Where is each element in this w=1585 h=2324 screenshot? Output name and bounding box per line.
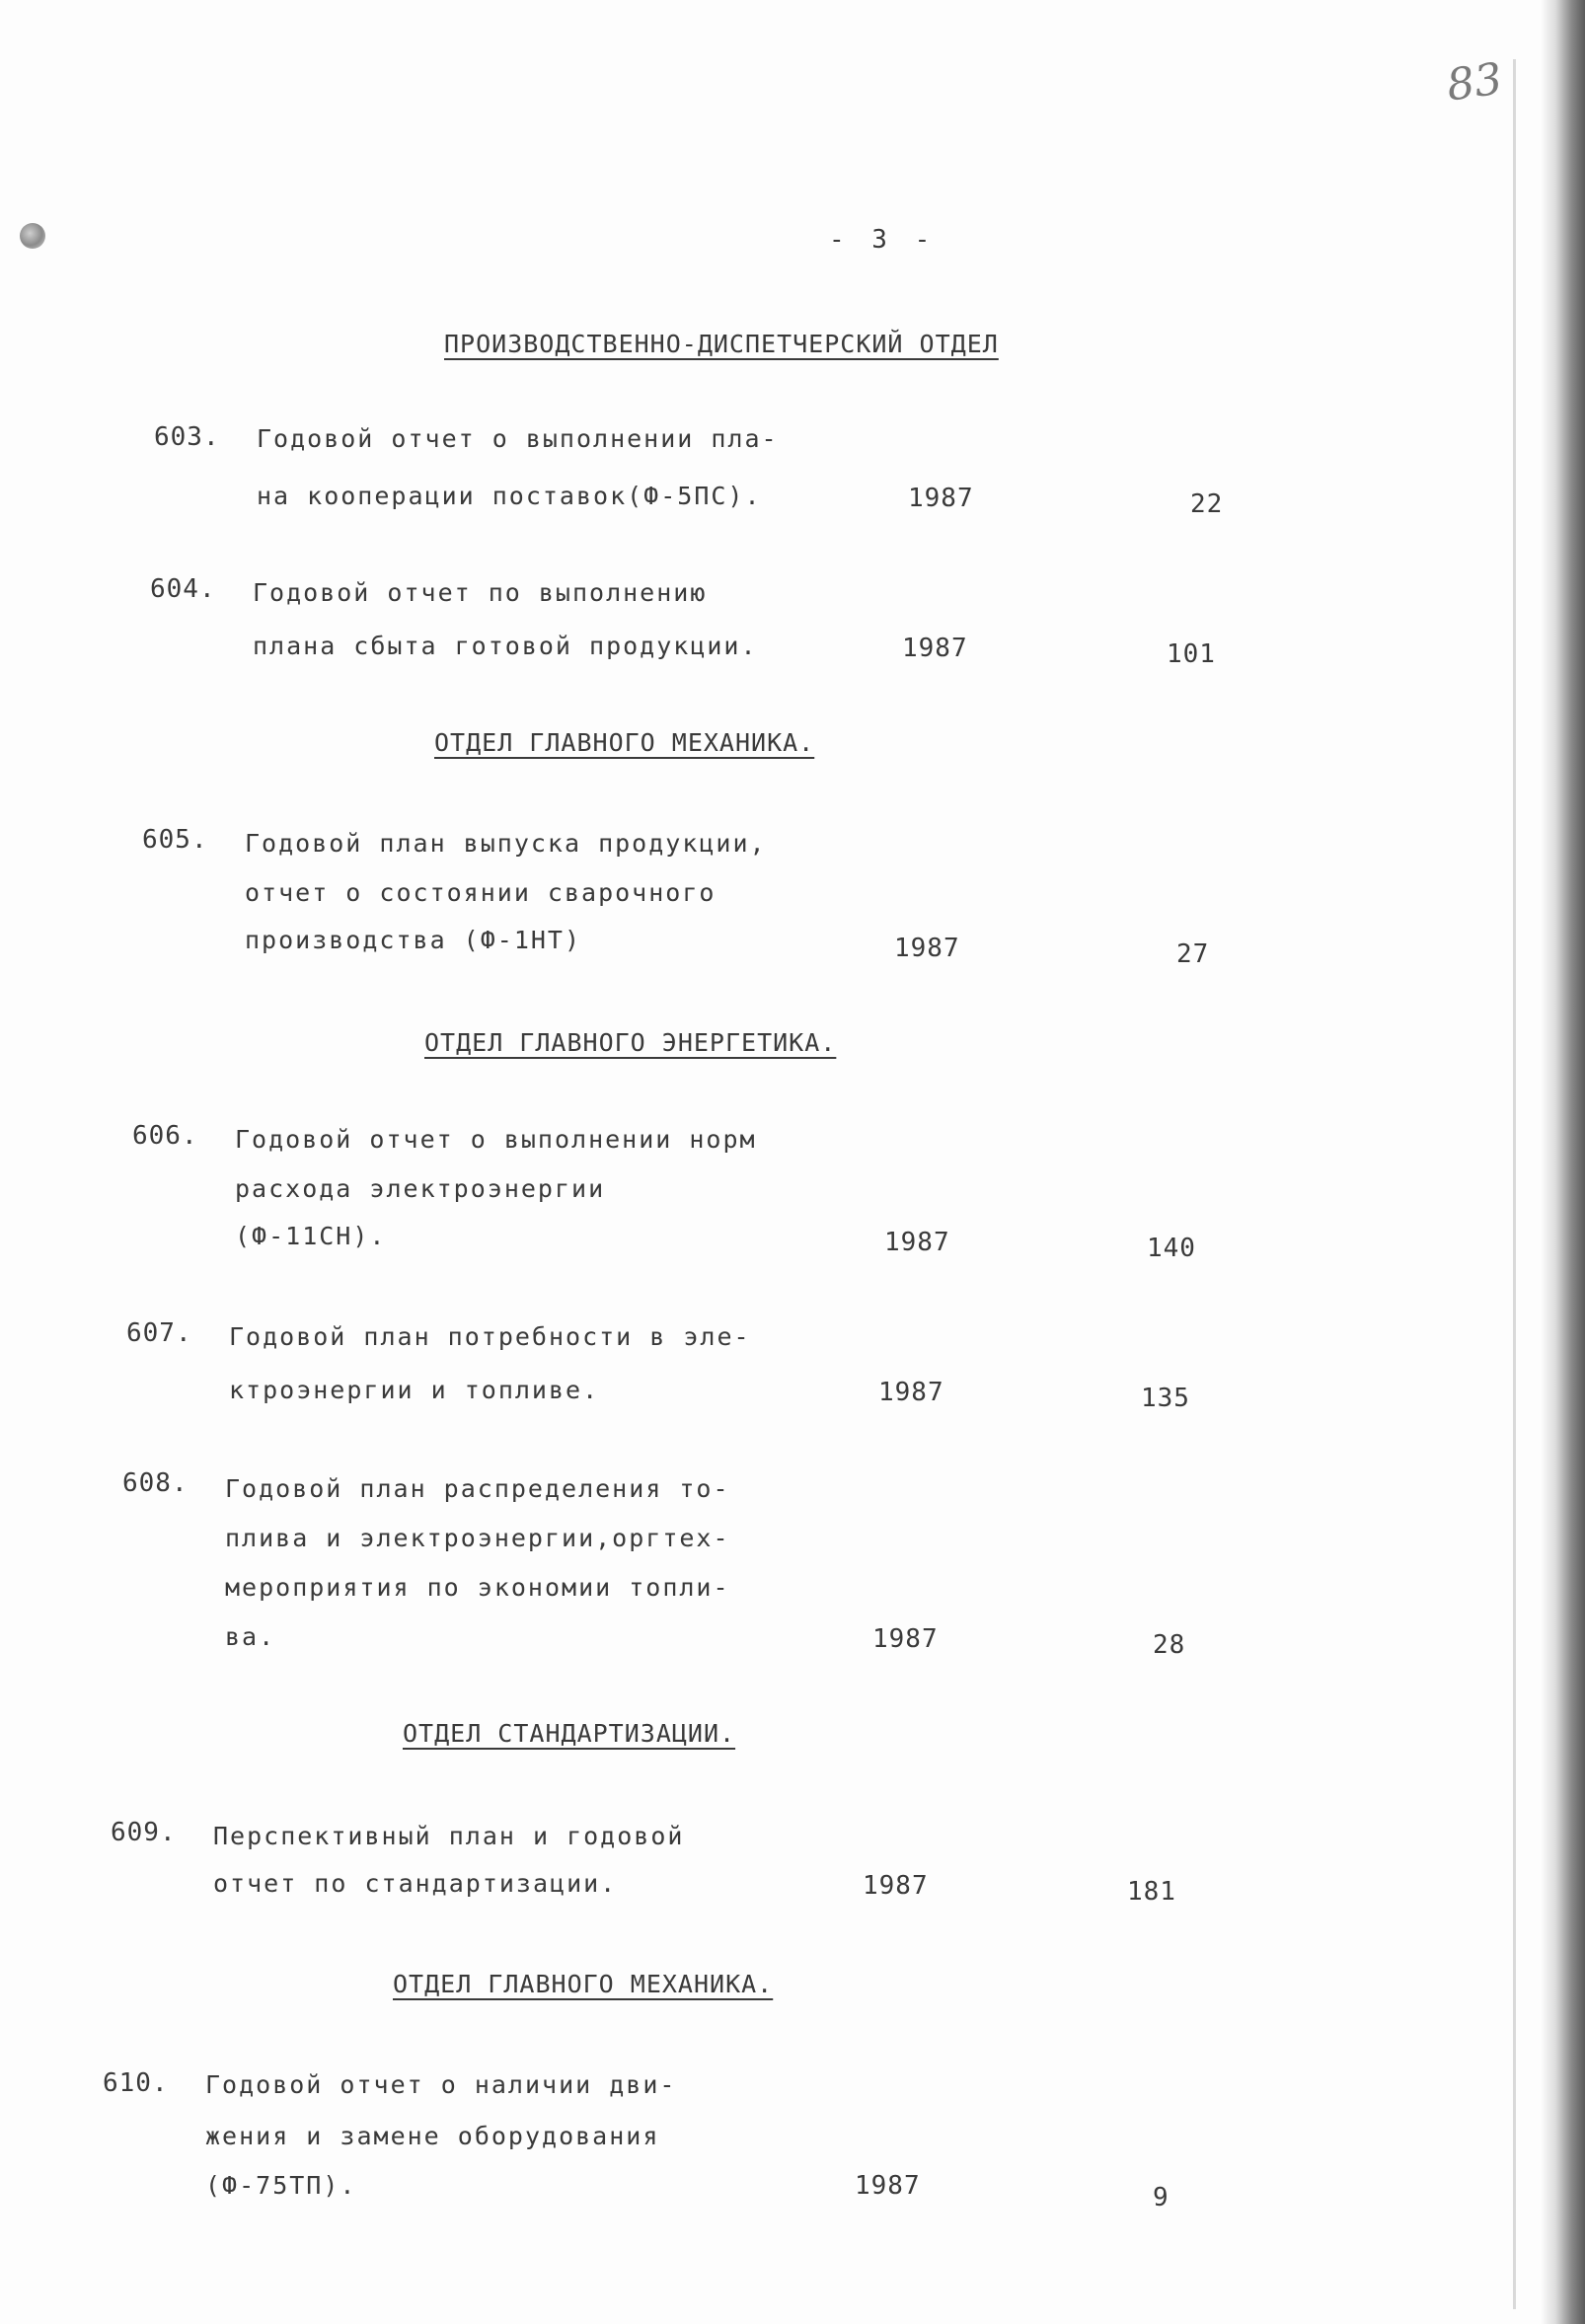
entry-title-line: (Ф-75ТП).	[205, 2171, 357, 2200]
section-heading: ОТДЕЛ ГЛАВНОГО ЭНЕРГЕТИКА.	[424, 1028, 837, 1057]
punch-hole	[20, 223, 45, 249]
entry-number: 608.	[122, 1468, 189, 1498]
entry-title-line: расхода электроэнергии	[235, 1174, 606, 1203]
entry-sheet-count: 22	[1190, 489, 1224, 519]
entry-title-line: плива и электроэнергии,оргтех-	[225, 1524, 730, 1552]
entry-number: 603.	[154, 422, 220, 452]
section-heading: ОТДЕЛ ГЛАВНОГО МЕХАНИКА.	[393, 1970, 774, 1998]
entry-number: 610.	[103, 2068, 169, 2098]
entry-title-line: на кооперации поставок(Ф-5ПС).	[257, 482, 762, 510]
entry-number: 607.	[126, 1318, 192, 1348]
section-heading: ПРОИЗВОДСТВЕННО-ДИСПЕТЧЕРСКИЙ ОТДЕЛ	[444, 330, 999, 358]
entry-title-line: отчет по стандартизации.	[213, 1869, 618, 1898]
section-heading: ОТДЕЛ СТАНДАРТИЗАЦИИ.	[403, 1719, 736, 1748]
entry-year: 1987	[863, 1871, 929, 1901]
entry-title-line: мероприятия по экономии топли-	[225, 1573, 730, 1602]
entry-title-line: (Ф-11СН).	[235, 1222, 387, 1250]
entry-year: 1987	[872, 1624, 939, 1654]
entry-number: 605.	[142, 825, 208, 855]
entry-title-line: плана сбыта готовой продукции.	[253, 632, 758, 660]
entry-title-line: Годовой отчет о выполнении норм	[235, 1125, 757, 1154]
entry-title-line: ктроэнергии и топливе.	[229, 1376, 600, 1404]
paper-fold-line	[1513, 59, 1516, 2309]
paper-edge-shadow	[1540, 0, 1585, 2324]
section-heading: ОТДЕЛ ГЛАВНОГО МЕХАНИКА.	[434, 728, 815, 757]
entry-sheet-count: 28	[1153, 1630, 1186, 1660]
entry-title-line: жения и замене оборудования	[205, 2122, 660, 2150]
entry-title-line: Годовой план выпуска продукции,	[245, 829, 767, 858]
page-number: - 3 -	[829, 225, 937, 255]
entry-number: 606.	[132, 1121, 198, 1151]
entry-title-line: Годовой отчет о выполнении пла-	[257, 424, 779, 453]
entry-sheet-count: 140	[1147, 1234, 1196, 1263]
entry-sheet-count: 27	[1176, 939, 1210, 969]
entry-sheet-count: 9	[1153, 2183, 1170, 2212]
entry-title-line: Годовой план распределения то-	[225, 1474, 730, 1503]
entry-title-line: производства (Ф-1НТ)	[245, 926, 582, 954]
entry-sheet-count: 181	[1127, 1877, 1176, 1907]
entry-title-line: ва.	[225, 1622, 276, 1651]
entry-title-line: Годовой отчет о наличии дви-	[205, 2070, 677, 2099]
handwritten-folio-number: 83	[1443, 53, 1506, 112]
entry-title-line: отчет о состоянии сварочного	[245, 878, 717, 907]
entry-year: 1987	[902, 634, 968, 663]
entry-year: 1987	[894, 934, 960, 963]
entry-year: 1987	[855, 2171, 921, 2201]
entry-title-line: Перспективный план и годовой	[213, 1822, 685, 1850]
entry-sheet-count: 101	[1167, 639, 1216, 669]
entry-title-line: Годовой план потребности в эле-	[229, 1322, 751, 1351]
entry-title-line: Годовой отчет по выполнению	[253, 578, 708, 607]
entry-year: 1987	[908, 484, 974, 513]
entry-number: 604.	[150, 574, 216, 604]
entry-year: 1987	[884, 1228, 950, 1257]
entry-year: 1987	[878, 1378, 944, 1407]
entry-sheet-count: 135	[1141, 1384, 1190, 1413]
entry-number: 609.	[111, 1818, 177, 1847]
